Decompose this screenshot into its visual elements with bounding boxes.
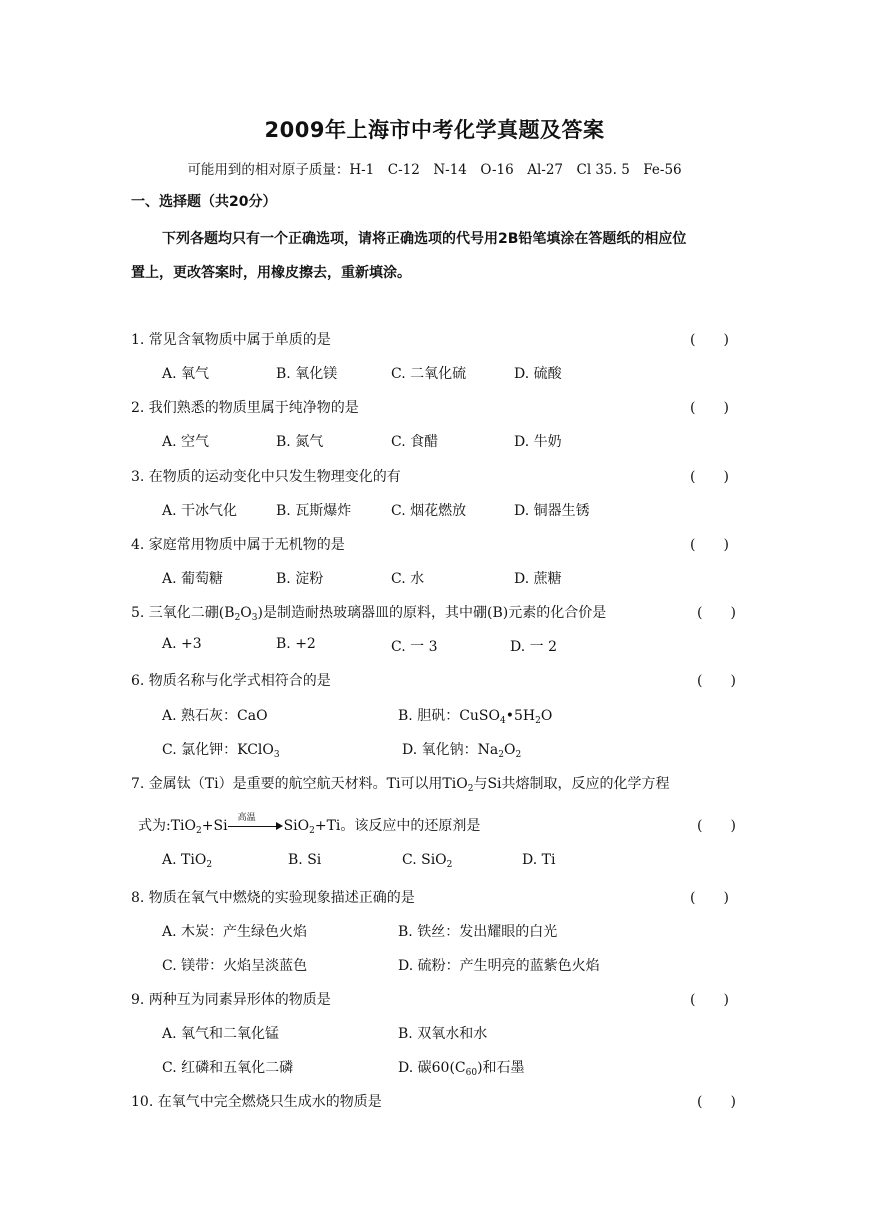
q5-option-d: D. 一 2 <box>510 639 557 655</box>
question-6: 6. 物质名称与化学式相符合的是 <box>131 673 331 689</box>
q1-option-a: A. 氧气 <box>162 366 210 382</box>
question-9: 9. 两种互为同素异形体的物质是 <box>131 992 331 1008</box>
q5-option-b: B. +2 <box>276 636 316 652</box>
q8-option-a: A. 木炭：产生绿色火焰 <box>162 924 308 940</box>
q9-option-d: D. 碳$60(C_{60})$和石墨 <box>398 1060 525 1078</box>
q8-option-c: C. 镁带：火焰呈淡蓝色 <box>162 958 308 974</box>
q3-option-a: A. 干冰气化 <box>162 503 238 519</box>
q3-option-c: C. 烟花燃放 <box>391 503 467 519</box>
question-3: 3. 在物质的运动变化中只发生物理变化的有 <box>131 469 401 485</box>
q6-option-c: C. 氯化钾：KClO$_3$ <box>162 742 280 760</box>
q3-option-d: D. 铜器生锈 <box>514 503 590 519</box>
answer-paren-8: ( ) <box>690 890 729 906</box>
reaction-arrow-icon <box>228 813 284 833</box>
q2-option-b: B. 氮气 <box>276 434 324 450</box>
q9-option-b: B. 双氧水和水 <box>398 1026 488 1042</box>
q8-option-b: B. 铁丝：发出耀眼的白光 <box>398 924 558 940</box>
question-8: 8. 物质在氧气中燃烧的实验现象描述正确的是 <box>131 890 415 906</box>
q6-option-b: B. 胆矾：$CuSO_4•5H_2O$ <box>398 708 553 726</box>
instruction-line-2: 置上，更改答案时，用橡皮擦去，重新填涂。 <box>131 265 411 281</box>
q6-option-d: D. 氧化钠：$Na_2O_2$ <box>402 742 522 760</box>
q1-option-d: D. 硫酸 <box>514 366 562 382</box>
q4-option-d: D. 蔗糖 <box>514 571 562 587</box>
q3-option-b: B. 瓦斯爆炸 <box>276 503 352 519</box>
q4-option-c: C. 水 <box>391 571 425 587</box>
answer-paren-5: ( ) <box>697 605 736 621</box>
q9-option-c: C. 红磷和五氧化二磷 <box>162 1060 294 1076</box>
q5-option-a: A. +3 <box>162 636 202 652</box>
q2-option-c: C. 食醋 <box>391 434 439 450</box>
q1-option-b: B. 氧化镁 <box>276 366 338 382</box>
q2-option-d: D. 牛奶 <box>514 434 562 450</box>
answer-paren-1: ( ) <box>690 332 729 348</box>
q1-option-c: C. 二氧化硫 <box>391 366 467 382</box>
question-4: 4. 家庭常用物质中属于无机物的是 <box>131 537 345 553</box>
instruction-line-1: 下列各题均只有一个正确选项，请将正确选项的代号用2B铅笔填涂在答题纸的相应位 <box>162 231 687 247</box>
q9-option-a: A. 氧气和二氧化锰 <box>162 1026 280 1042</box>
answer-paren-2: ( ) <box>690 400 729 416</box>
question-7-line-2: 式为:TiO$_2$+Si 高温 SiO$_2$+Ti。该反应中的还原剂是 <box>138 815 480 835</box>
q4-option-b: B. 淀粉 <box>276 571 324 587</box>
q4-option-a: A. 葡萄糖 <box>162 571 224 587</box>
atomic-masses: 可能用到的相对原子质量：H-1 C-12 N-14 O-16 Al-27 Cl 35. 5 Fe-56 <box>187 162 682 178</box>
section-heading: 一、选择题（共20分） <box>131 194 277 210</box>
answer-paren-3: ( ) <box>690 469 729 485</box>
q8-option-d: D. 硫粉：产生明亮的蓝紫色火焰 <box>398 958 600 974</box>
question-5: 5. 三氧化二硼$(B_2O_3)$是制造耐热玻璃器皿的原料，其中硼(B)元素的化合价是 <box>131 605 607 623</box>
q7-option-d: D. Ti <box>522 852 556 868</box>
question-2: 2. 我们熟悉的物质里属于纯净物的是 <box>131 400 359 416</box>
q5-option-c: C. 一 3 <box>391 639 438 655</box>
question-10: 10. 在氧气中完全燃烧只生成水的物质是 <box>131 1094 382 1110</box>
answer-paren-9: ( ) <box>690 992 729 1008</box>
answer-paren-6: ( ) <box>697 673 736 689</box>
question-1: 1. 常见含氧物质中属于单质的是 <box>131 332 331 348</box>
q2-option-a: A. 空气 <box>162 434 210 450</box>
q7-option-c: C. SiO$_2$ <box>402 852 453 870</box>
arrow-condition-label: 高温 <box>237 813 256 823</box>
q7-option-b: B. Si <box>288 852 322 868</box>
page-title: 2009年上海市中考化学真题及答案 <box>264 118 605 142</box>
answer-paren-4: ( ) <box>690 537 729 553</box>
answer-paren-7: ( ) <box>697 818 736 834</box>
question-7-line-1: 7. 金属钛（Ti）是重要的航空航天材料。Ti可以用TiO$_2$与Si共熔制取，反应的化学方程 <box>131 776 670 794</box>
answer-paren-10: ( ) <box>697 1094 736 1110</box>
q7-option-a: A. TiO$_2$ <box>162 852 213 870</box>
q6-option-a: A. 熟石灰：CaO <box>162 708 268 724</box>
